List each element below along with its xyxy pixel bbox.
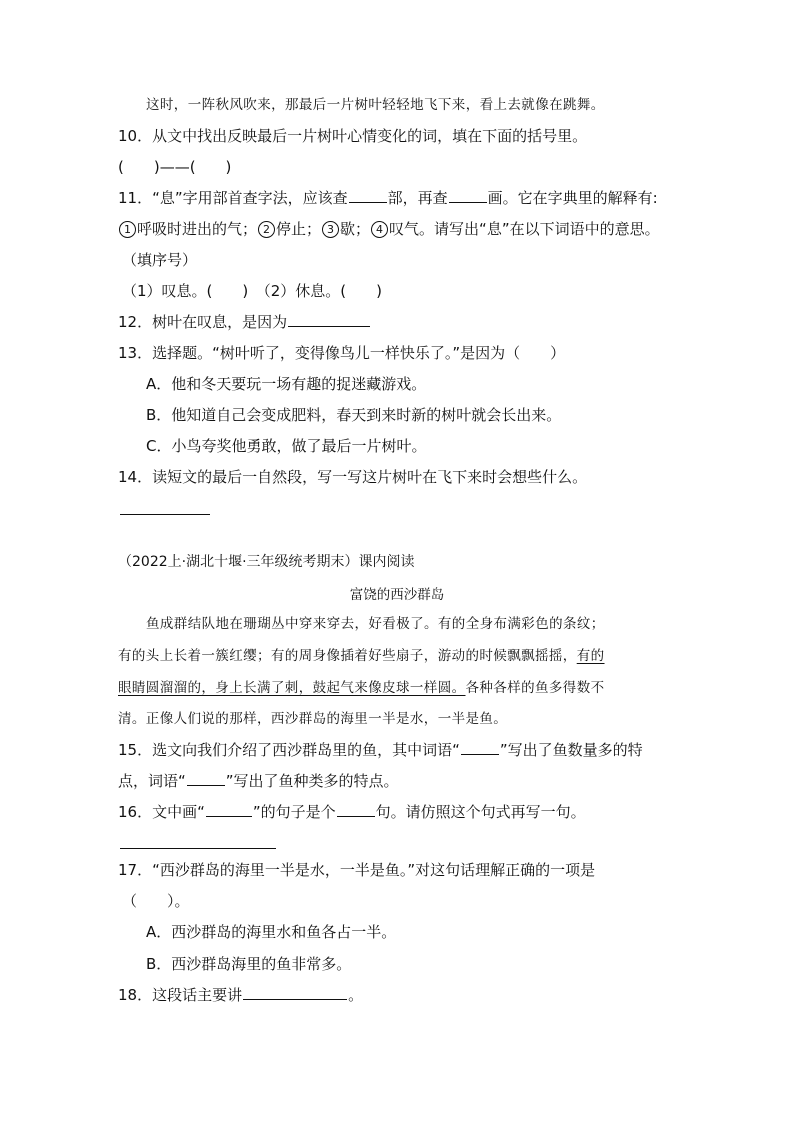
q15-text-a: 15．选文向我们介绍了西沙群岛里的鱼，其中词语“ bbox=[118, 741, 460, 759]
question-11-line2 bbox=[118, 218, 660, 240]
question-15-line1 bbox=[118, 739, 643, 761]
q16-text-c: 句。请仿照这个句式再写一句。 bbox=[375, 803, 586, 821]
question-11-line3: （填序号） bbox=[122, 251, 198, 269]
q18-text-b: 。 bbox=[348, 986, 364, 1004]
passage2-line2 bbox=[118, 645, 605, 667]
question-15-line2 bbox=[118, 770, 399, 792]
underlined-sentence: 眼睛圆溜溜的，身上长满了刺，鼓起气来像皮球一样圆。 bbox=[118, 680, 466, 696]
q13-option-a[interactable]: A．他和冬天要玩一场有趣的捉迷藏游戏。 bbox=[146, 375, 427, 393]
question-13: 13．选择题。“树叶听了，变得像鸟儿一样快乐了。”是因为（ ） bbox=[118, 344, 566, 362]
q11-meaning-4: 叹气。请写出“息”在以下词语中的意思。 bbox=[389, 220, 660, 238]
q15-variety-word-blank[interactable] bbox=[187, 770, 225, 786]
q17-option-b[interactable]: B．西沙群岛海里的鱼非常多。 bbox=[146, 955, 352, 973]
q11-meaning-2: 停止； bbox=[276, 220, 322, 238]
question-18 bbox=[118, 984, 363, 1006]
q15-text-c: 点，词语“ bbox=[118, 772, 186, 790]
q16-sentence-type-blank[interactable] bbox=[337, 801, 375, 817]
q15-quantity-word-blank[interactable] bbox=[461, 739, 499, 755]
passage2-line1: 鱼成群结队地在珊瑚丛中穿来穿去，好看极了。有的全身布满彩色的条纹； bbox=[146, 616, 605, 632]
q18-text-a: 18．这段话主要讲 bbox=[118, 986, 243, 1004]
q16-text-b: ”的句子是个 bbox=[252, 803, 336, 821]
circled-number-2: 2 bbox=[258, 221, 275, 238]
circled-number-3: 3 bbox=[322, 221, 339, 238]
q17-answer-parens: （ ）。 bbox=[122, 892, 190, 910]
circled-number-4: 4 bbox=[371, 221, 388, 238]
question-10: 10．从文中找出反映最后一片树叶心情变化的词，填在下面的括号里。 bbox=[118, 127, 588, 145]
underlined-sentence-start: 有的 bbox=[576, 648, 605, 664]
q11-meaning-1: 呼吸时进出的气； bbox=[137, 220, 258, 238]
question-17: 17．“西沙群岛的海里一半是水，一半是鱼。”对这句话理解正确的一项是 bbox=[118, 861, 596, 879]
q11-text-b: 部，再查 bbox=[387, 189, 448, 207]
q11-radical-blank[interactable] bbox=[349, 187, 387, 203]
q12-answer-blank[interactable] bbox=[288, 311, 370, 327]
q15-text-d: ”写出了鱼种类多的特点。 bbox=[225, 772, 399, 790]
question-10-answer-parens: ( )——( ) bbox=[118, 158, 232, 176]
question-14: 14．读短文的最后一自然段，写一写这片树叶在飞下来时会想些什么。 bbox=[118, 468, 588, 486]
q16-answer-line[interactable] bbox=[120, 848, 276, 849]
q11-meaning-3: 歇； bbox=[340, 220, 371, 238]
q16-underline-sample bbox=[206, 801, 252, 817]
q18-answer-blank[interactable] bbox=[243, 984, 347, 1000]
question-11-line4: （1）叹息。( ) （2）休息。( ) bbox=[122, 282, 382, 300]
q15-text-b: ”写出了鱼数量多的特 bbox=[499, 741, 643, 759]
passage2-line3 bbox=[118, 677, 605, 699]
passage2-line2-text: 有的头上长着一簇红缨；有的周身像插着好些扇子，游动的时候飘飘摇摇， bbox=[118, 648, 577, 664]
section-source: （2022上·湖北十堰·三年级统考期末）课内阅读 bbox=[118, 554, 415, 570]
q12-text: 12．树叶在叹息，是因为 bbox=[118, 313, 288, 331]
passage2-line4: 清。正像人们说的那样，西沙群岛的海里一半是水，一半是鱼。 bbox=[118, 711, 508, 727]
q16-text-a: 16．文中画“ bbox=[118, 803, 205, 821]
q14-answer-line[interactable] bbox=[120, 514, 210, 515]
circled-number-1: 1 bbox=[119, 221, 136, 238]
q17-option-a[interactable]: A．西沙群岛的海里水和鱼各占一半。 bbox=[146, 923, 397, 941]
q13-option-c[interactable]: C．小鸟夸奖他勇敢，做了最后一片树叶。 bbox=[146, 437, 427, 455]
passage-sentence: 这时，一阵秋风吹来，那最后一片树叶轻轻地飞下来，看上去就像在跳舞。 bbox=[146, 97, 605, 113]
q13-option-b[interactable]: B．他知道自己会变成肥料，春天到来时新的树叶就会长出来。 bbox=[146, 406, 562, 424]
question-12 bbox=[118, 311, 371, 333]
q11-text-a: 11．“息”字用部首查字法，应该查 bbox=[118, 189, 348, 207]
question-16 bbox=[118, 801, 586, 823]
q11-stroke-blank[interactable] bbox=[449, 187, 487, 203]
passage2-line3-text: 各种各样的鱼多得数不 bbox=[465, 680, 605, 696]
passage-title: 富饶的西沙群岛 bbox=[349, 587, 445, 603]
question-11-line1 bbox=[118, 187, 658, 209]
q11-text-c: 画。它在字典里的解释有: bbox=[487, 189, 658, 207]
